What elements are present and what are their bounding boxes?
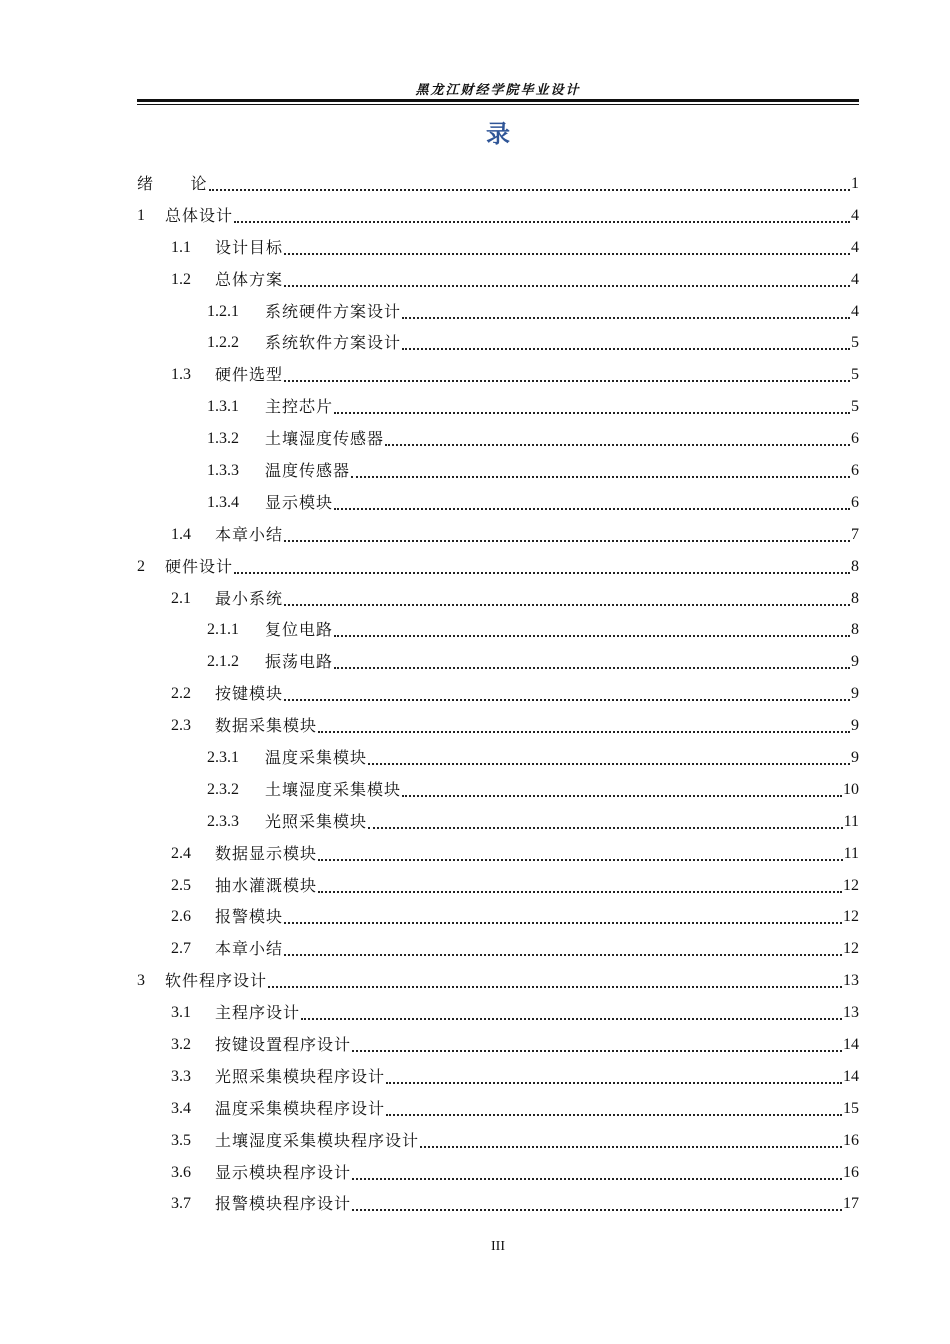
toc-entry-page: 6 — [851, 461, 859, 479]
toc-entry-title: 抽水灌溉模块 — [215, 875, 318, 895]
toc-dot-leader — [284, 364, 850, 382]
toc-entry-page: 16 — [843, 1163, 859, 1181]
toc-entry[interactable] — [137, 646, 859, 678]
header-rule-thin — [137, 104, 859, 105]
toc-dot-leader — [368, 811, 843, 829]
toc-entry-title: 土壤湿度传感器 — [265, 429, 385, 449]
toc-entry-number: 2.1 — [171, 589, 191, 607]
toc-dot-leader — [352, 1162, 842, 1180]
toc-entry-title: 硬件选型 — [215, 365, 284, 385]
toc-entry-page: 10 — [843, 780, 859, 798]
toc-entry-title: 复位电路 — [265, 620, 334, 640]
toc-entry-title: 本章小结 — [215, 939, 284, 959]
toc-entry-title: 报警模块程序设计 — [215, 1194, 352, 1214]
toc-entry-page: 7 — [851, 525, 859, 543]
toc-dot-leader — [386, 1066, 842, 1084]
toc-dot-leader — [334, 651, 850, 669]
toc-entry[interactable] — [137, 1189, 859, 1221]
toc-dot-leader — [318, 843, 843, 861]
toc-dot-leader — [284, 588, 850, 606]
toc-dot-leader — [351, 460, 850, 478]
header-rule-thick — [137, 99, 859, 102]
toc-entry[interactable] — [137, 264, 859, 296]
toc-dot-leader — [284, 938, 842, 956]
toc-entry[interactable] — [137, 838, 859, 870]
toc-entry[interactable] — [137, 551, 859, 583]
toc-entry-page: 6 — [851, 430, 859, 448]
toc-entry-page: 11 — [843, 812, 859, 830]
toc-entry[interactable] — [137, 391, 859, 423]
toc-entry-title: 系统软件方案设计 — [265, 333, 402, 353]
toc-entry[interactable] — [137, 678, 859, 710]
toc-entry-title: 报警模块 — [215, 907, 284, 927]
toc-entry-title: 按键模块 — [215, 684, 284, 704]
toc-entry[interactable] — [137, 487, 859, 519]
toc-heading: 录 — [486, 120, 510, 148]
toc-entry-title: 本章小结 — [215, 524, 284, 544]
toc-entry-page: 14 — [843, 1035, 859, 1053]
toc-list — [137, 168, 859, 1220]
toc-entry[interactable] — [137, 1029, 859, 1061]
toc-entry-page: 15 — [843, 1099, 859, 1117]
toc-dot-leader — [368, 747, 850, 765]
toc-entry-page: 12 — [843, 940, 859, 958]
toc-entry-page: 6 — [851, 493, 859, 511]
toc-dot-leader — [284, 237, 850, 255]
toc-entry[interactable] — [137, 327, 859, 359]
toc-entry[interactable] — [137, 583, 859, 615]
toc-entry-number: 2.3.1 — [207, 748, 239, 766]
toc-entry-number: 2.1.2 — [207, 653, 239, 671]
toc-entry-page: 9 — [851, 653, 859, 671]
toc-entry-page: 9 — [851, 717, 859, 735]
toc-entry[interactable] — [137, 232, 859, 264]
toc-entry-title: 总体方案 — [215, 269, 284, 289]
toc-entry[interactable] — [137, 1157, 859, 1189]
toc-dot-leader — [284, 524, 850, 542]
toc-dot-leader — [334, 619, 850, 637]
toc-entry-title: 温度传感器 — [265, 460, 351, 480]
toc-entry-page: 16 — [843, 1131, 859, 1149]
toc-entry-page: 8 — [851, 621, 859, 639]
toc-dot-leader — [385, 428, 850, 446]
toc-entry-page: 9 — [851, 748, 859, 766]
toc-entry[interactable] — [137, 200, 859, 232]
toc-entry-number: 3.3 — [171, 1067, 191, 1085]
toc-dot-leader — [318, 715, 850, 733]
toc-entry-number: 2.5 — [171, 876, 191, 894]
toc-entry-title: 温度采集模块程序设计 — [215, 1098, 386, 1118]
toc-entry-title: 按键设置程序设计 — [215, 1034, 352, 1054]
toc-entry-number: 2.6 — [171, 908, 191, 926]
toc-entry-number: 2.2 — [171, 685, 191, 703]
page-header — [137, 78, 859, 106]
toc-entry[interactable] — [137, 710, 859, 742]
toc-entry-page: 4 — [851, 238, 859, 256]
page-number: III — [491, 1239, 505, 1254]
toc-entry-number: 3 — [137, 972, 145, 990]
toc-entry-number: 1.4 — [171, 525, 191, 543]
toc-entry-title: 最小系统 — [215, 588, 284, 608]
toc-entry-number: 1.3 — [171, 366, 191, 384]
toc-entry-number: 2.7 — [171, 940, 191, 958]
toc-entry-page: 11 — [843, 844, 859, 862]
toc-entry-title: 数据显示模块 — [215, 843, 318, 863]
toc-entry-number: 1.3.2 — [207, 430, 239, 448]
toc-entry-title: 振荡电路 — [265, 652, 334, 672]
toc-entry-number: 1.3.4 — [207, 493, 239, 511]
toc-dot-leader — [284, 906, 842, 924]
toc-entry-number: 2.3.2 — [207, 780, 239, 798]
toc-entry-number: 2.3 — [171, 717, 191, 735]
toc-entry-title: 显示模块程序设计 — [215, 1162, 352, 1182]
toc-dot-leader — [402, 779, 842, 797]
toc-entry-number: 2.4 — [171, 844, 191, 862]
toc-entry[interactable] — [137, 870, 859, 902]
toc-entry[interactable] — [137, 1125, 859, 1157]
toc-entry-page: 4 — [851, 302, 859, 320]
toc-entry-number: 3.1 — [171, 1004, 191, 1022]
toc-entry-page: 13 — [843, 1004, 859, 1022]
toc-dot-leader — [334, 492, 850, 510]
toc-entry-title: 绪 论 — [137, 173, 208, 193]
toc-entry[interactable] — [137, 296, 859, 328]
toc-entry-number: 1.2 — [171, 270, 191, 288]
toc-entry-number: 3.4 — [171, 1099, 191, 1117]
toc-entry-number: 3.5 — [171, 1131, 191, 1149]
toc-entry-page: 17 — [843, 1195, 859, 1213]
toc-entry[interactable] — [137, 168, 859, 200]
toc-entry-page: 9 — [851, 685, 859, 703]
toc-entry[interactable] — [137, 774, 859, 806]
toc-entry[interactable] — [137, 901, 859, 933]
toc-dot-leader — [402, 332, 850, 350]
toc-entry-title: 软件程序设计 — [165, 971, 268, 991]
toc-dot-leader — [352, 1034, 842, 1052]
toc-entry-title: 数据采集模块 — [215, 716, 318, 736]
toc-entry-page: 14 — [843, 1067, 859, 1085]
toc-dot-leader — [209, 173, 850, 191]
toc-entry[interactable] — [137, 519, 859, 551]
toc-entry-title: 土壤湿度采集模块程序设计 — [215, 1130, 420, 1150]
toc-entry-title: 光照采集模块 — [265, 811, 368, 831]
toc-entry-number: 1.1 — [171, 238, 191, 256]
toc-entry-number: 1.3.1 — [207, 398, 239, 416]
toc-entry-page: 1 — [851, 174, 859, 192]
toc-entry[interactable] — [137, 614, 859, 646]
toc-entry-page: 13 — [843, 972, 859, 990]
toc-entry[interactable] — [137, 359, 859, 391]
toc-entry[interactable] — [137, 806, 859, 838]
toc-entry-page: 5 — [851, 398, 859, 416]
toc-entry-page: 8 — [851, 589, 859, 607]
toc-dot-leader — [301, 1002, 842, 1020]
toc-entry-page: 4 — [851, 206, 859, 224]
toc-entry[interactable] — [137, 997, 859, 1029]
toc-entry[interactable] — [137, 423, 859, 455]
toc-entry-page: 5 — [851, 334, 859, 352]
toc-dot-leader — [352, 1193, 842, 1211]
toc-entry-page: 4 — [851, 270, 859, 288]
toc-entry[interactable] — [137, 933, 859, 965]
toc-dot-leader — [386, 1098, 842, 1116]
toc-entry[interactable] — [137, 455, 859, 487]
toc-entry-number: 1.2.2 — [207, 334, 239, 352]
toc-entry-number: 2 — [137, 557, 145, 575]
toc-entry-number: 3.6 — [171, 1163, 191, 1181]
toc-dot-leader — [284, 683, 850, 701]
toc-dot-leader — [284, 269, 850, 287]
toc-entry[interactable] — [137, 965, 859, 997]
toc-dot-leader — [402, 301, 850, 319]
toc-entry-number: 1 — [137, 206, 145, 224]
toc-entry[interactable] — [137, 742, 859, 774]
toc-dot-leader — [334, 396, 850, 414]
toc-entry-number: 3.7 — [171, 1195, 191, 1213]
toc-dot-leader — [420, 1130, 842, 1148]
toc-entry-number: 3.2 — [171, 1035, 191, 1053]
toc-dot-leader — [234, 205, 850, 223]
toc-entry-page: 12 — [843, 908, 859, 926]
toc-dot-leader — [268, 970, 842, 988]
toc-entry-number: 1.3.3 — [207, 461, 239, 479]
toc-entry-number: 2.3.3 — [207, 812, 239, 830]
toc-entry-title: 主控芯片 — [265, 397, 334, 417]
toc-entry-page: 8 — [851, 557, 859, 575]
toc-entry-page: 5 — [851, 366, 859, 384]
toc-entry[interactable] — [137, 1093, 859, 1125]
toc-entry-title: 硬件设计 — [165, 556, 234, 576]
toc-entry-title: 显示模块 — [265, 492, 334, 512]
toc-entry-number: 2.1.1 — [207, 621, 239, 639]
toc-entry-title: 系统硬件方案设计 — [265, 301, 402, 321]
toc-entry-title: 总体设计 — [165, 205, 234, 225]
toc-entry-title: 温度采集模块 — [265, 747, 368, 767]
toc-entry-title: 土壤湿度采集模块 — [265, 779, 402, 799]
toc-entry-page: 12 — [843, 876, 859, 894]
toc-entry-number: 1.2.1 — [207, 302, 239, 320]
toc-entry-title: 光照采集模块程序设计 — [215, 1066, 386, 1086]
toc-entry-title: 设计目标 — [215, 237, 284, 257]
toc-entry[interactable] — [137, 1061, 859, 1093]
header-title: 黑龙江财经学院毕业设计 — [415, 83, 581, 98]
toc-entry-title: 主程序设计 — [215, 1003, 301, 1023]
toc-dot-leader — [318, 875, 842, 893]
toc-dot-leader — [234, 556, 850, 574]
